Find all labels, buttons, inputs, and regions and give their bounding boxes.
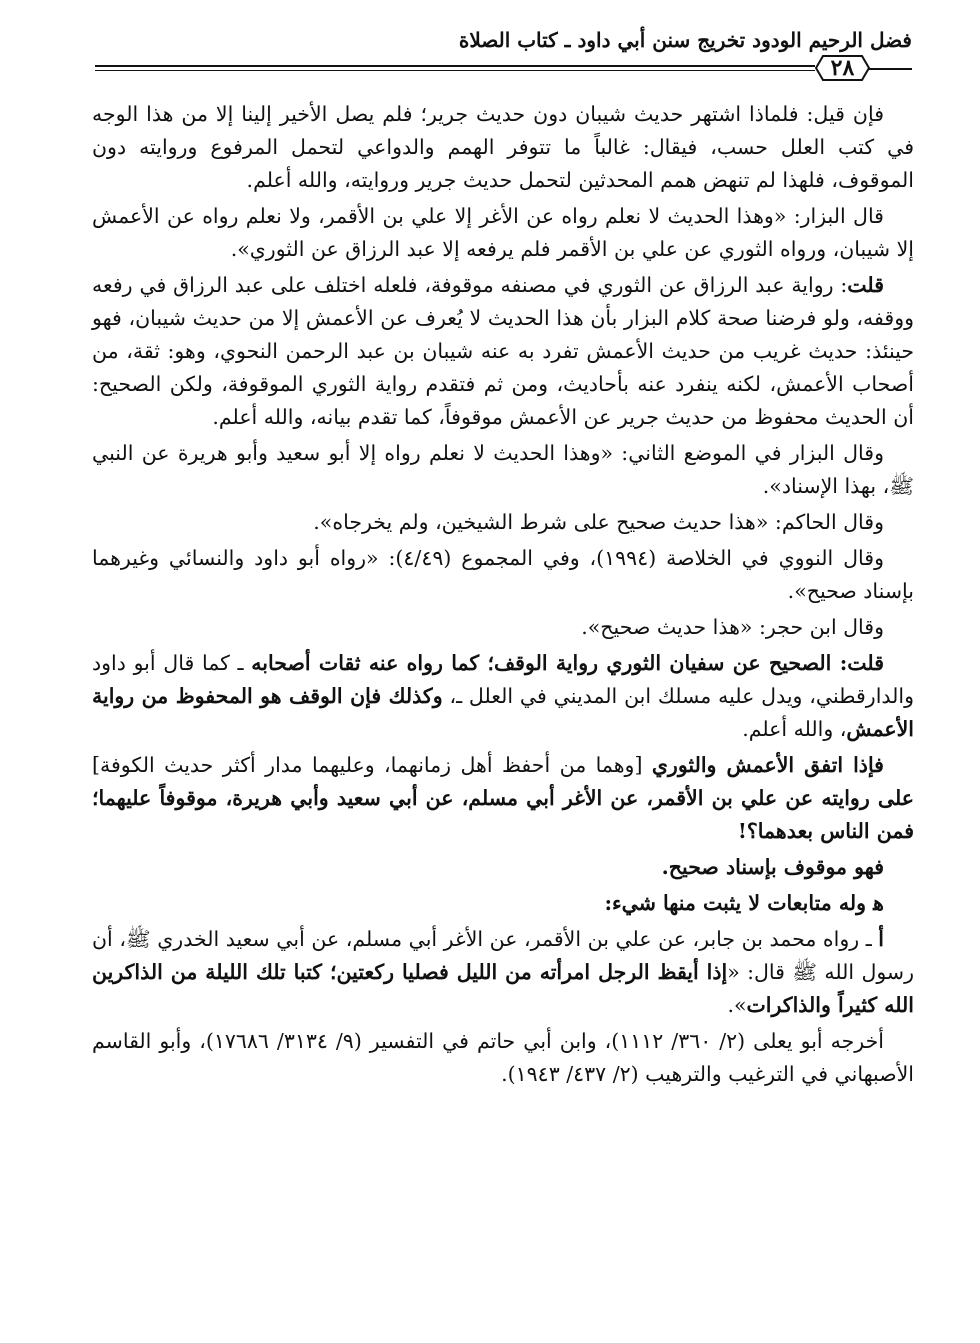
paragraph <box>92 98 914 197</box>
text-run: : رواية عبد الرزاق عن الثوري في مصنفه موقوفة، فلعله اختلف على عبد الرزاق في رفعه ووقفه، ولو فرضنا صحة كلام البزار بأن هذا الحديث لا يُعرف عن الأعمش إلا من حديث شيبان، فهو حينئذ: حديث غريب من حديث الأعمش تفرد به عنه شيبان بن عبد الرحمن النحوي، وهو: ثقة، من أصحاب الأعمش، لكنه ينفرد عنه بأحاديث، ومن ثم فتقدم رواية الثوري الموقوفة، ولكن الصحيح: أن الحديث محفوظ من حديث جرير عن الأعمش موقوفاً، كما تقدم بيانه، والله أعلم. <box>92 273 914 429</box>
text-run: وقال الحاكم: «هذا حديث صحيح على شرط الشيخين، ولم يخرجاه». <box>313 510 884 534</box>
text-run: [وهما من أحفظ أهل زمانهما، وعليهما مدار أكثر حديث الكوفة] <box>92 753 652 777</box>
bold-text: وله متابعات لا يثبت منها شيء: <box>604 891 867 915</box>
page-number-badge <box>815 53 870 83</box>
paragraph <box>92 923 914 1022</box>
paragraph <box>92 749 914 848</box>
bold-text: قلت <box>847 273 884 297</box>
bold-text: على روايته عن علي بن الأقمر، عن الأغر أبي مسلم، عن أبي سعيد وأبي هريرة، موقوفاً عليهما؛ فمن الناس بعدهما؟! <box>92 786 914 843</box>
text-run: ، والله أعلم. <box>742 717 847 741</box>
bold-text: فإذا اتفق الأعمش والثوري <box>651 753 884 777</box>
text-run: وقال البزار في الموضع الثاني: «وهذا الحديث لا نعلم رواه إلا أبو سعيد وأبو هريرة عن النبي ﷺ، بهذا الإسناد». <box>92 441 914 498</box>
bold-text: أ <box>878 927 884 951</box>
paragraph <box>92 647 914 746</box>
paragraph <box>92 437 914 503</box>
paragraph <box>92 851 914 884</box>
paragraph <box>92 506 914 539</box>
text-run: فإن قيل: فلماذا اشتهر حديث شيبان دون حديث جرير؛ فلم يصل الأخير إلينا إلا من هذا الوجه في كتب العلل حسب، فيقال: غالباً ما تتوفر الهمم والدواعي لتحمل المرفوع وروايته دون الموقوف، فلهذا لم تنهض همم المحدثين لتحمل حديث جرير وروايته، والله أعلم. <box>92 102 914 192</box>
paragraph <box>92 887 914 920</box>
text-run: وقال النووي في الخلاصة (١٩٩٤)، وفي المجموع (٤/٤٩): «رواه أبو داود والنسائي وغيرهما بإسناد صحيح». <box>92 546 914 603</box>
bold-text: ﻫ <box>866 891 884 915</box>
text-run: أخرجه أبو يعلى (٢/ ٣٦٠/ ١١١٢)، وابن أبي حاتم في التفسير (٩/ ٣١٣٤/ ١٧٦٨٦)، وأبو القاسم الأصبهاني في الترغيب والترهيب (٢/ ٤٣٧/ ١٩٤٣). <box>92 1029 914 1086</box>
text-run: ـ رواه محمد بن جابر، عن علي بن الأقمر، عن الأغر أبي مسلم، عن أبي سعيد الخدري ﷺ، أن رسول الله ﷺ قال: « <box>92 927 915 984</box>
bold-text: فهو موقوف بإسناد صحيح. <box>661 855 884 879</box>
bold-text: وكذلك فإن الوقف هو المحفوظ من رواية الأعمش <box>92 684 914 741</box>
text-run: ـ كما قال أبو داود والدارقطني، ويدل عليه مسلك ابن المديني في العلل ـ، <box>92 651 914 708</box>
running-header: فضل الرحيم الودود تخريج سنن أبي داود ـ كتاب الصلاة <box>458 28 912 52</box>
bold-text: قلت: الصحيح عن سفيان الثوري رواية الوقف؛ كما رواه عنه ثقات أصحابه <box>251 651 884 675</box>
text-run: وقال ابن حجر: «هذا حديث صحيح». <box>581 615 884 639</box>
paragraph <box>92 611 914 644</box>
text-run: قال البزار: «وهذا الحديث لا نعلم رواه عن الأغر إلا علي بن الأقمر، ولا نعلم رواه عن الأعمش إلا شيبان، ورواه الثوري عن علي بن الأقمر فلم يرفعه إلا عبد الرزاق عن الثوري». <box>92 204 914 261</box>
header-rule-right <box>868 68 912 70</box>
text-run: ». <box>727 993 747 1017</box>
paragraph <box>92 542 914 608</box>
header-rule <box>95 65 815 67</box>
paragraph <box>92 269 914 434</box>
page-body <box>92 98 914 1094</box>
paragraph <box>92 1025 914 1091</box>
bold-text: إذا أيقظ الرجل امرأته من الليل فصليا ركعتين؛ كتبا تلك الليلة من الذاكرين الله كثيراً والذاكرات <box>92 960 914 1017</box>
paragraph <box>92 200 914 266</box>
page-number: ٢٨ <box>830 55 855 81</box>
header-rule-thin <box>95 70 815 71</box>
